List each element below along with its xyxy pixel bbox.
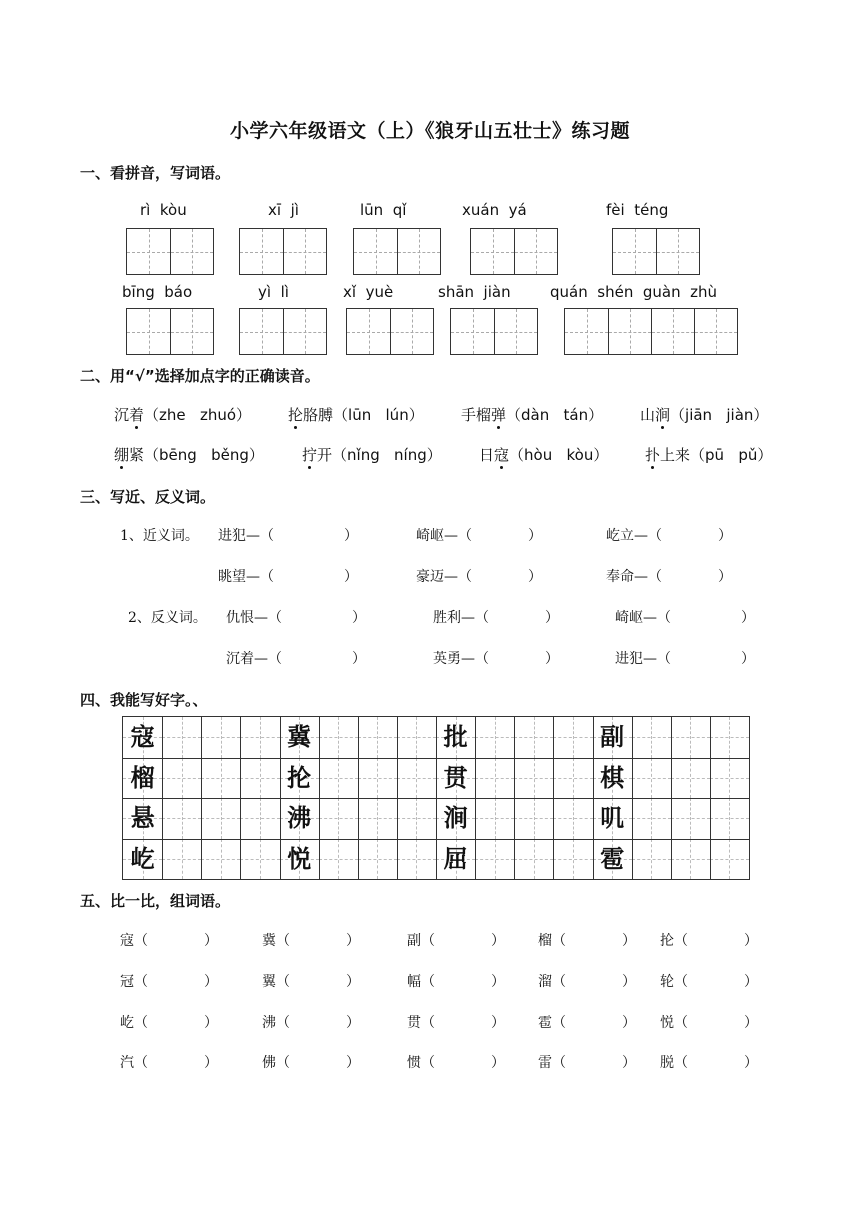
writing-cell[interactable] xyxy=(671,717,710,758)
writing-cell[interactable] xyxy=(553,758,592,799)
writing-cell[interactable] xyxy=(710,758,749,799)
model-character: 屈 xyxy=(443,843,468,873)
writing-cell[interactable] xyxy=(201,839,240,880)
writing-cell[interactable] xyxy=(240,758,279,799)
word-part: 山 xyxy=(640,406,656,424)
tianzige-cell[interactable] xyxy=(514,229,557,274)
synonym-item: 进犯—（ ） xyxy=(218,528,358,544)
compare-item[interactable]: 寇（ ） xyxy=(120,933,218,949)
writing-cell[interactable] xyxy=(358,717,397,758)
dotted-char: 抡 xyxy=(288,406,304,424)
writing-cell[interactable] xyxy=(553,839,592,880)
writing-cell[interactable] xyxy=(514,798,553,839)
compare-item[interactable]: 榴（ ） xyxy=(538,933,636,949)
writing-cell[interactable] xyxy=(397,717,436,758)
compare-item[interactable]: 沸（ ） xyxy=(262,1015,360,1031)
tianzige-answer-box[interactable] xyxy=(612,228,700,275)
tianzige-answer-box[interactable] xyxy=(126,308,214,355)
writing-cell[interactable] xyxy=(397,839,436,880)
dotted-char: 寇 xyxy=(494,446,510,464)
tianzige-cell[interactable] xyxy=(656,229,699,274)
compare-item[interactable]: 惯（ ） xyxy=(407,1055,505,1071)
tianzige-answer-box[interactable] xyxy=(126,228,214,275)
pinyin-label: lūn qǐ xyxy=(360,201,407,219)
writing-cell[interactable] xyxy=(475,717,514,758)
writing-cell[interactable] xyxy=(201,758,240,799)
model-character: 榴 xyxy=(130,762,155,792)
pinyin-label: xī jì xyxy=(268,201,299,219)
antonym-item: 仇恨—（ ） xyxy=(226,610,366,626)
synonym-item: 屹立—（ ） xyxy=(606,528,732,544)
compare-item[interactable]: 悦（ ） xyxy=(660,1015,758,1031)
model-character: 抡 xyxy=(287,762,312,792)
writing-cell[interactable] xyxy=(671,798,710,839)
compare-item[interactable]: 雷（ ） xyxy=(538,1055,636,1071)
tianzige-cell[interactable] xyxy=(651,309,694,354)
writing-cell[interactable] xyxy=(201,717,240,758)
tianzige-cell[interactable] xyxy=(170,309,213,354)
tianzige-answer-box[interactable] xyxy=(353,228,441,275)
tianzige-cell[interactable] xyxy=(471,229,514,274)
compare-item[interactable]: 贯（ ） xyxy=(407,1015,505,1031)
model-character: 沸 xyxy=(287,803,312,832)
tianzige-cell[interactable] xyxy=(127,309,170,354)
writing-cell[interactable] xyxy=(162,798,201,839)
reading-options: （nǐng níng） xyxy=(332,446,442,464)
compare-item[interactable]: 脱（ ） xyxy=(660,1055,758,1071)
tianzige-cell[interactable] xyxy=(451,309,494,354)
reading-options: （jiān jiàn） xyxy=(670,406,769,424)
reading-item[interactable] xyxy=(640,404,768,425)
writing-cell[interactable] xyxy=(632,717,671,758)
writing-cell[interactable] xyxy=(240,717,279,758)
compare-item[interactable]: 冠（ ） xyxy=(120,974,218,990)
model-character: 悬 xyxy=(130,803,155,832)
word-part: 胳膊 xyxy=(303,406,334,424)
writing-cell[interactable] xyxy=(553,798,592,839)
reading-item[interactable] xyxy=(114,444,264,465)
dotted-char: 绷 xyxy=(114,446,130,464)
writing-cell[interactable] xyxy=(319,798,358,839)
compare-item[interactable]: 副（ ） xyxy=(407,933,505,949)
word-part: 上来 xyxy=(660,446,691,464)
writing-cell[interactable] xyxy=(632,758,671,799)
antonym-item: 英勇—（ ） xyxy=(433,651,559,667)
section-4-heading: 四、我能写好字。、 xyxy=(80,691,208,709)
pinyin-label: quán shén guàn zhù xyxy=(550,283,718,301)
writing-cell[interactable] xyxy=(475,839,514,880)
pinyin-label: fèi téng xyxy=(606,201,669,219)
writing-cell[interactable] xyxy=(671,839,710,880)
tianzige-cell[interactable] xyxy=(694,309,737,354)
tianzige-cell[interactable] xyxy=(397,229,440,274)
dotted-char: 扑 xyxy=(645,446,661,464)
writing-cell[interactable] xyxy=(671,758,710,799)
writing-cell[interactable] xyxy=(240,798,279,839)
antonym-item: 胜利—（ ） xyxy=(433,610,559,626)
tianzige-cell[interactable] xyxy=(127,229,170,274)
compare-item[interactable]: 雹（ ） xyxy=(538,1015,636,1031)
reading-item[interactable] xyxy=(645,444,772,465)
word-part: 日 xyxy=(479,446,495,464)
writing-cell[interactable] xyxy=(514,839,553,880)
model-character: 涧 xyxy=(443,803,468,832)
compare-item[interactable]: 冀（ ） xyxy=(262,933,360,949)
writing-cell[interactable] xyxy=(632,839,671,880)
page-title: 小学六年级语文（上）《狼牙山五壮士》练习题 xyxy=(229,120,630,142)
word-part: 开 xyxy=(317,446,333,464)
model-character: 批 xyxy=(443,722,468,751)
pinyin-label: rì kòu xyxy=(140,201,187,219)
writing-cell[interactable] xyxy=(710,839,749,880)
section-2-heading: 二、用“√”选择加点字的正确读音。 xyxy=(80,367,320,385)
tianzige-cell[interactable] xyxy=(613,229,656,274)
pinyin-label: shān jiàn xyxy=(438,283,511,301)
tianzige-cell[interactable] xyxy=(283,309,326,354)
writing-cell[interactable] xyxy=(358,758,397,799)
writing-cell[interactable] xyxy=(475,798,514,839)
tianzige-cell[interactable] xyxy=(347,309,390,354)
writing-cell[interactable] xyxy=(553,717,592,758)
dotted-char: 涧 xyxy=(655,406,671,424)
tianzige-cell[interactable] xyxy=(240,229,283,274)
section-1-heading: 一、看拼音，写词语。 xyxy=(80,164,231,182)
reading-item[interactable] xyxy=(302,444,442,465)
writing-cell[interactable] xyxy=(319,717,358,758)
writing-cell[interactable] xyxy=(397,758,436,799)
model-character: 叽 xyxy=(600,803,625,832)
synonym-item: 奉命—（ ） xyxy=(606,569,732,585)
writing-cell[interactable] xyxy=(632,798,671,839)
reading-item[interactable] xyxy=(479,444,608,465)
model-character: 雹 xyxy=(600,843,625,873)
reading-item[interactable] xyxy=(288,404,424,425)
model-character: 屹 xyxy=(130,843,155,873)
synonym-item: 崎岖—（ ） xyxy=(416,528,542,544)
synonyms-label: 1、近义词。 xyxy=(120,528,199,544)
section-5-heading: 五、比一比，组词语。 xyxy=(80,892,231,910)
writing-cell[interactable] xyxy=(319,758,358,799)
reading-options: （pū pǔ） xyxy=(690,446,773,464)
tianzige-answer-box[interactable] xyxy=(564,308,738,355)
writing-cell[interactable] xyxy=(162,717,201,758)
reading-options: （bēng běng） xyxy=(144,446,264,464)
word-part: 沉 xyxy=(114,406,130,424)
tianzige-answer-box[interactable] xyxy=(346,308,434,355)
reading-options: （hòu kòu） xyxy=(509,446,609,464)
compare-item[interactable]: 溜（ ） xyxy=(538,974,636,990)
antonyms-label: 2、反义词。 xyxy=(128,610,207,626)
writing-cell[interactable] xyxy=(514,758,553,799)
reading-item[interactable] xyxy=(114,404,251,425)
compare-item[interactable]: 轮（ ） xyxy=(660,974,758,990)
compare-item[interactable]: 翼（ ） xyxy=(262,974,360,990)
reading-item[interactable] xyxy=(461,404,603,425)
writing-cell[interactable] xyxy=(710,717,749,758)
antonym-item: 沉着—（ ） xyxy=(226,651,366,667)
compare-item[interactable]: 幅（ ） xyxy=(407,974,505,990)
pinyin-label: xǐ yuè xyxy=(343,283,394,301)
reading-options: （zhe zhuó） xyxy=(144,406,252,424)
model-character: 悦 xyxy=(287,843,312,873)
writing-cell[interactable] xyxy=(475,758,514,799)
tianzige-answer-box[interactable] xyxy=(239,308,327,355)
dotted-char: 着 xyxy=(129,406,145,424)
model-character: 贯 xyxy=(443,762,468,792)
writing-cell[interactable] xyxy=(514,717,553,758)
section-3-heading: 三、写近、反义词。 xyxy=(80,488,216,506)
reading-options: （dàn tán） xyxy=(506,406,604,424)
tianzige-cell[interactable] xyxy=(565,309,608,354)
antonym-item: 进犯—（ ） xyxy=(615,651,755,667)
writing-cell[interactable] xyxy=(162,839,201,880)
writing-cell[interactable] xyxy=(319,839,358,880)
model-character: 寇 xyxy=(130,722,155,751)
tianzige-answer-box[interactable] xyxy=(450,308,538,355)
compare-item[interactable]: 抡（ ） xyxy=(660,933,758,949)
synonym-item: 眺望—（ ） xyxy=(218,569,358,585)
tianzige-cell[interactable] xyxy=(283,229,326,274)
synonym-item: 豪迈—（ ） xyxy=(416,569,542,585)
tianzige-answer-box[interactable] xyxy=(470,228,558,275)
compare-item[interactable]: 佛（ ） xyxy=(262,1055,360,1071)
writing-cell[interactable] xyxy=(240,839,279,880)
tianzige-cell[interactable] xyxy=(494,309,537,354)
writing-cell[interactable] xyxy=(397,798,436,839)
word-part: 手榴 xyxy=(461,406,492,424)
pinyin-label: bīng báo xyxy=(122,283,193,301)
word-part: 紧 xyxy=(129,446,145,464)
antonym-item: 崎岖—（ ） xyxy=(615,610,755,626)
model-character: 副 xyxy=(600,722,625,751)
compare-item[interactable]: 屹（ ） xyxy=(120,1015,218,1031)
tianzige-cell[interactable] xyxy=(170,229,213,274)
tianzige-cell[interactable] xyxy=(390,309,433,354)
dotted-char: 拧 xyxy=(302,446,318,464)
pinyin-label: yì lì xyxy=(258,283,289,301)
writing-cell[interactable] xyxy=(162,758,201,799)
pinyin-label: xuán yá xyxy=(462,201,527,219)
writing-grid xyxy=(122,716,750,880)
model-character: 棋 xyxy=(600,762,625,792)
tianzige-cell[interactable] xyxy=(240,309,283,354)
reading-options: （lūn lún） xyxy=(333,406,424,424)
tianzige-cell[interactable] xyxy=(608,309,651,354)
tianzige-cell[interactable] xyxy=(354,229,397,274)
writing-cell[interactable] xyxy=(710,798,749,839)
model-character: 冀 xyxy=(287,722,312,751)
writing-cell[interactable] xyxy=(358,798,397,839)
writing-cell[interactable] xyxy=(358,839,397,880)
compare-item[interactable]: 汽（ ） xyxy=(120,1055,218,1071)
writing-cell[interactable] xyxy=(201,798,240,839)
tianzige-answer-box[interactable] xyxy=(239,228,327,275)
dotted-char: 弹 xyxy=(491,406,507,424)
